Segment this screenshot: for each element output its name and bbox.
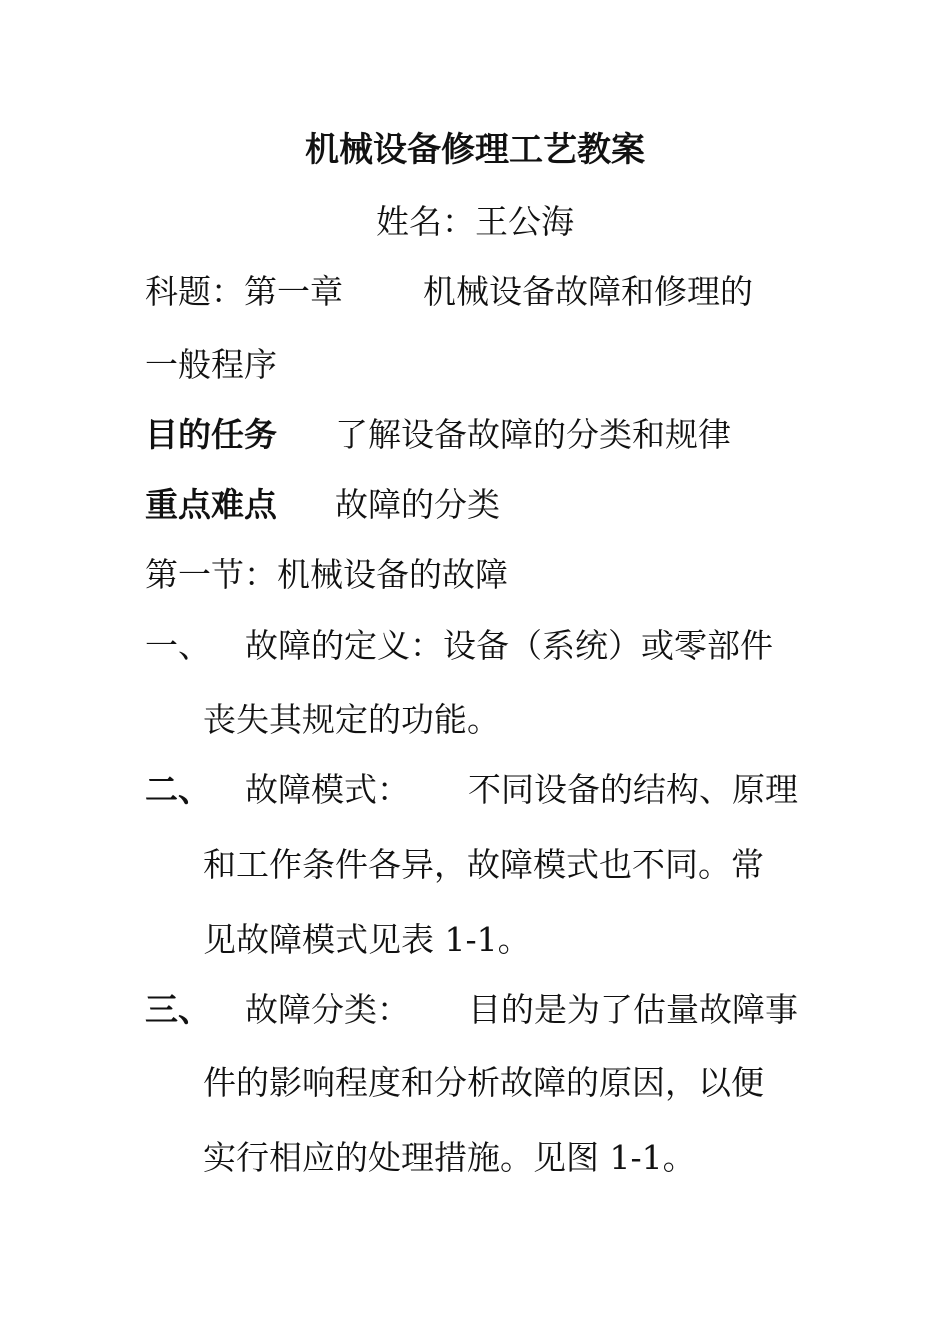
item-heading-text: 目的是为了估量故障事 <box>468 990 798 1029</box>
item-heading: 故障的定义：设备（系统）或零部件 <box>245 626 773 665</box>
subject-line <box>145 272 753 312</box>
item-continuation: 丧失其规定的功能。 <box>203 700 500 739</box>
item-continuation: 和工作条件各异，故障模式也不同。常 <box>203 845 764 884</box>
keypoint-label: 重点难点 <box>145 485 277 524</box>
item-heading <box>245 990 798 1030</box>
subject-chapter: 第一章 <box>244 272 343 311</box>
document-title: 机械设备修理工艺教案 <box>305 130 645 170</box>
objective-label: 目的任务 <box>145 415 277 454</box>
subject-line-continued: 一般程序 <box>145 345 277 384</box>
item-continuation: 见故障模式见表 1-1。 <box>203 920 531 959</box>
subject-text: 机械设备故障和修理的 <box>423 272 753 311</box>
section-title: 第一节：机械设备的故障 <box>145 555 508 594</box>
keypoint-text: 故障的分类 <box>335 485 500 524</box>
item-heading-text: 不同设备的结构、原理 <box>468 770 798 809</box>
keypoint-line <box>145 485 500 525</box>
objective-line <box>145 415 731 455</box>
item-heading-label: 故障分类： <box>245 990 410 1029</box>
item-number: 一、 <box>145 626 211 665</box>
item-number: 三、 <box>145 990 211 1029</box>
item-heading <box>245 770 798 810</box>
item-continuation: 实行相应的处理措施。见图 1-1。 <box>203 1138 696 1177</box>
objective-text: 了解设备故障的分类和规律 <box>335 415 731 454</box>
author-line: 姓名：王公海 <box>376 202 574 241</box>
subject-label: 科题： <box>145 272 244 311</box>
item-number: 二、 <box>145 770 211 809</box>
item-heading-label: 故障模式： <box>245 770 410 809</box>
item-continuation: 件的影响程度和分析故障的原因，以便 <box>203 1063 764 1102</box>
